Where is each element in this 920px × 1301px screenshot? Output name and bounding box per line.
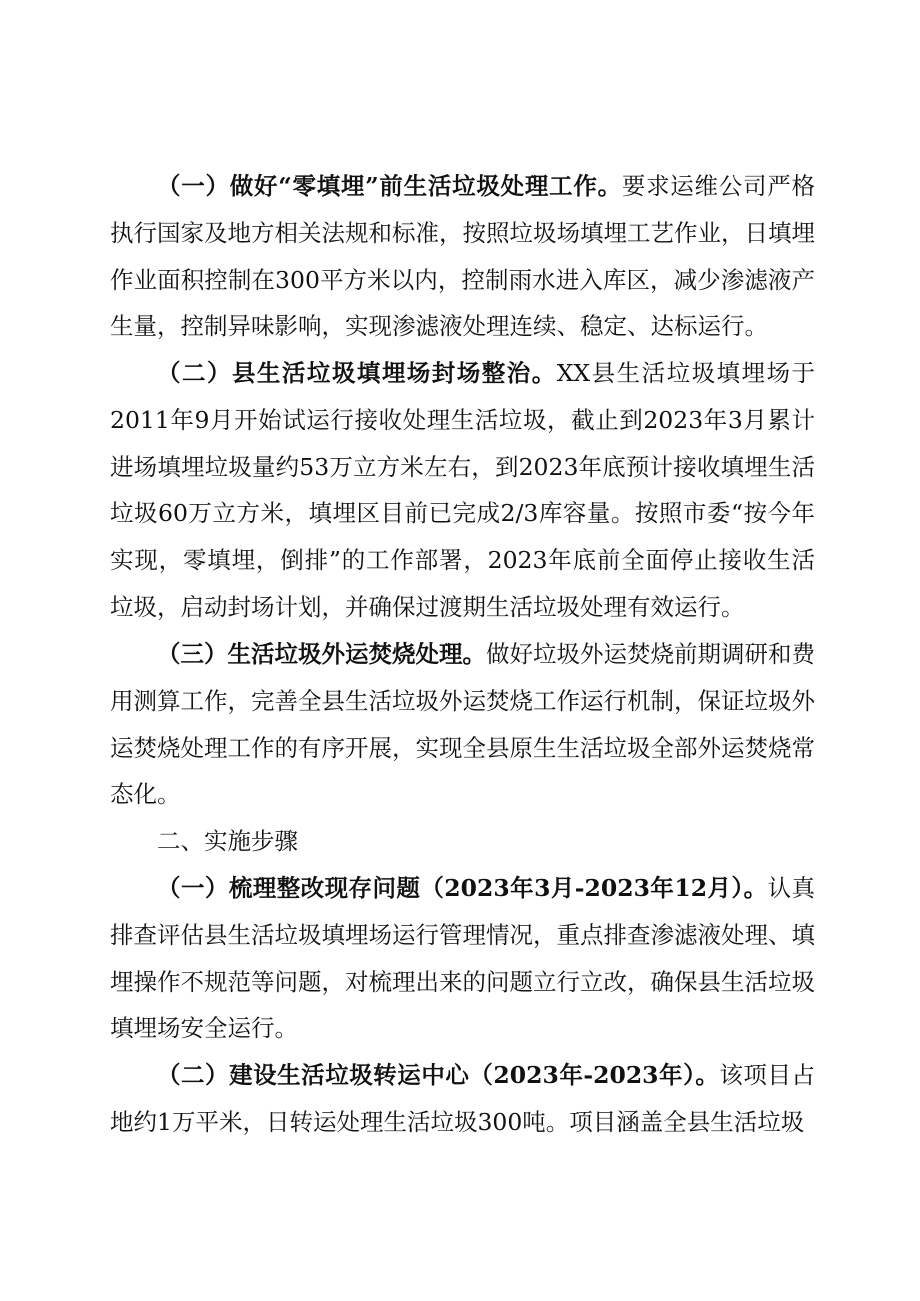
paragraph-1-body: 要求运维公司严格执行国家及地方相关法规和标准，按照垃圾场填埋工艺作业，日填埋作业面积控制在300平方米以内，控制雨水进入库区，减少渗滤液产生量，控制异味影响，实现渗滤液处理连续、稳定、达标运行。: [110, 172, 816, 341]
paragraph-1-lead: （一）做好“零填埋”前生活垃圾处理工作。: [157, 172, 622, 200]
paragraph-3-body: 做好垃圾外运焚烧前期调研和费用测算工作，完善全县生活垃圾外运焚烧工作运行机制，保证垃圾外运焚烧处理工作的有序开展，实现全县原生生活垃圾全部外运焚烧常态化。: [110, 640, 815, 809]
paragraph-2-lead: （二）县生活垃圾填埋场封场整治。: [157, 359, 557, 387]
paragraph-1: [110, 163, 815, 350]
paragraph-3-lead: （三）生活垃圾外运焚烧处理。: [157, 640, 486, 668]
paragraph-2: [110, 350, 815, 631]
paragraph-4-lead: （一）梳理整改现存问题（2023年3月-2023年12月）。: [157, 874, 768, 902]
paragraph-4-body: 认真排查评估县生活垃圾填埋场运行管理情况，重点排查渗滤液处理、填埋操作不规范等问题，对梳理出来的问题立行立改，确保县生活垃圾填埋场安全运行。: [110, 874, 816, 1043]
paragraph-4: [110, 865, 815, 1052]
section-heading: 二、实施步骤: [157, 827, 298, 855]
paragraph-5: [110, 1052, 815, 1146]
paragraph-5-body: 该项目占地约1万平米，日转运处理生活垃圾300吨。项目涵盖全县生活垃圾: [110, 1061, 815, 1136]
paragraph-2-body: XX县生活垃圾填埋场于2011年9月开始试运行接收处理生活垃圾，截止到2023年3月累计进场填埋垃圾量约53万立方米左右，到2023年底预计接收填埋生活垃圾60万立方米，填埋区目前已完成2/3库容量。按照市委“按今年实现，零填埋，倒排”的工作部署，2023年底前全面停止接收生活垃圾，启动封场计划，并确保过渡期生活垃圾处理有效运行。: [110, 359, 815, 621]
paragraph-5-lead: （二）建设生活垃圾转运中心（2023年-2023年）。: [157, 1061, 720, 1089]
paragraph-3: [110, 631, 815, 818]
